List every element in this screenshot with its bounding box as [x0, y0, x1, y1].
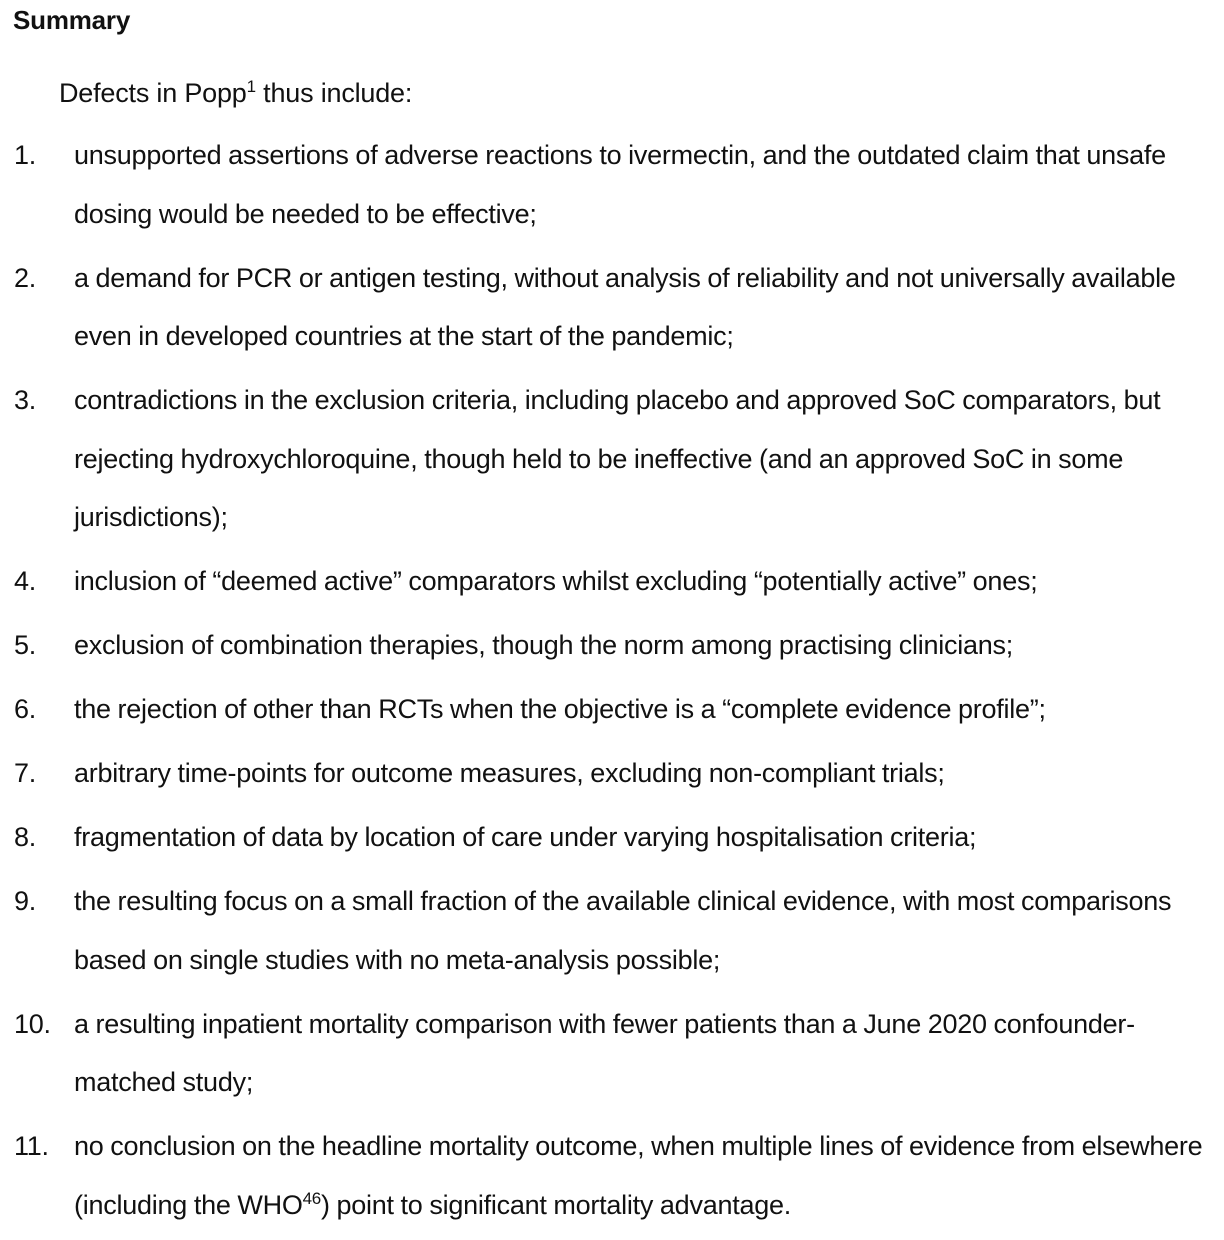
list-item-number: 8.: [14, 822, 37, 852]
list-item-text: exclusion of combination therapies, though the norm among practising clinicians;: [74, 630, 1014, 660]
list-item-text: unsupported assertions of adverse reactions to ivermectin, and the outdated claim that unsafe dosing would be needed to be effective;: [74, 140, 1166, 229]
list-item-text: arbitrary time-points for outcome measures, excluding non-compliant trials;: [74, 758, 945, 788]
list-item: [0, 126, 1224, 243]
list-item: [0, 552, 1224, 611]
list-item: [0, 680, 1224, 739]
list-item-number: 10.: [14, 1008, 51, 1039]
list-item-number: 5.: [14, 630, 37, 660]
list-item: [0, 808, 1224, 867]
list-item-text-start: no conclusion on the headline mortality outcome, when multiple lines of evidence from elsewhere (including the WHO: [74, 1131, 1203, 1220]
list-item-number: 3.: [14, 385, 37, 415]
list-item-text: the resulting focus on a small fraction of the available clinical evidence, with most comparisons based on single studies with no meta-analysis possible;: [74, 886, 1172, 975]
defects-list: [0, 126, 1224, 1240]
list-item: [0, 995, 1224, 1112]
reference-superscript: 46: [302, 1188, 322, 1208]
list-item-number: 6.: [14, 694, 37, 724]
list-item-number: 1.: [14, 140, 37, 170]
list-item-text: fragmentation of data by location of care under varying hospitalisation criteria;: [74, 822, 977, 852]
list-item-text: [74, 1117, 1220, 1234]
summary-heading: Summary: [13, 5, 131, 35]
intro-reference-superscript: 1: [246, 77, 256, 96]
list-item: [0, 371, 1224, 547]
list-item: [0, 616, 1224, 675]
list-item-number: 4.: [14, 566, 37, 596]
list-item: [0, 872, 1224, 989]
list-item-text: a resulting inpatient mortality comparison with fewer patients than a June 2020 confounder-matched study;: [74, 1008, 1135, 1097]
list-item-number: 2.: [14, 262, 37, 293]
list-item: [0, 1117, 1224, 1234]
list-item-number: 9.: [14, 886, 37, 916]
intro-paragraph: [59, 76, 412, 110]
list-item-text: a demand for PCR or antigen testing, without analysis of reliability and not universally available even in developed countries at the start of the pandemic;: [74, 262, 1176, 351]
list-item-text: the rejection of other than RCTs when the objective is a “complete evidence profile”;: [74, 694, 1046, 724]
list-item-number: 11.: [14, 1131, 49, 1161]
list-item-number: 7.: [14, 758, 37, 788]
list-item: [0, 249, 1224, 366]
list-item-text: inclusion of “deemed active” comparators whilst excluding “potentially active” ones;: [74, 566, 1038, 596]
intro-text: Defects in Popp: [59, 78, 247, 108]
list-item-text: contradictions in the exclusion criteria, including placebo and approved SoC comparators, but rejecting hydroxychloroquine, though held to be ineffective (and an approved SoC in some jurisdictions);: [74, 385, 1161, 532]
list-item-text-end: ) point to significant mortality advantage.: [321, 1189, 792, 1220]
intro-text-end: thus include:: [255, 78, 413, 108]
list-item: [0, 744, 1224, 803]
